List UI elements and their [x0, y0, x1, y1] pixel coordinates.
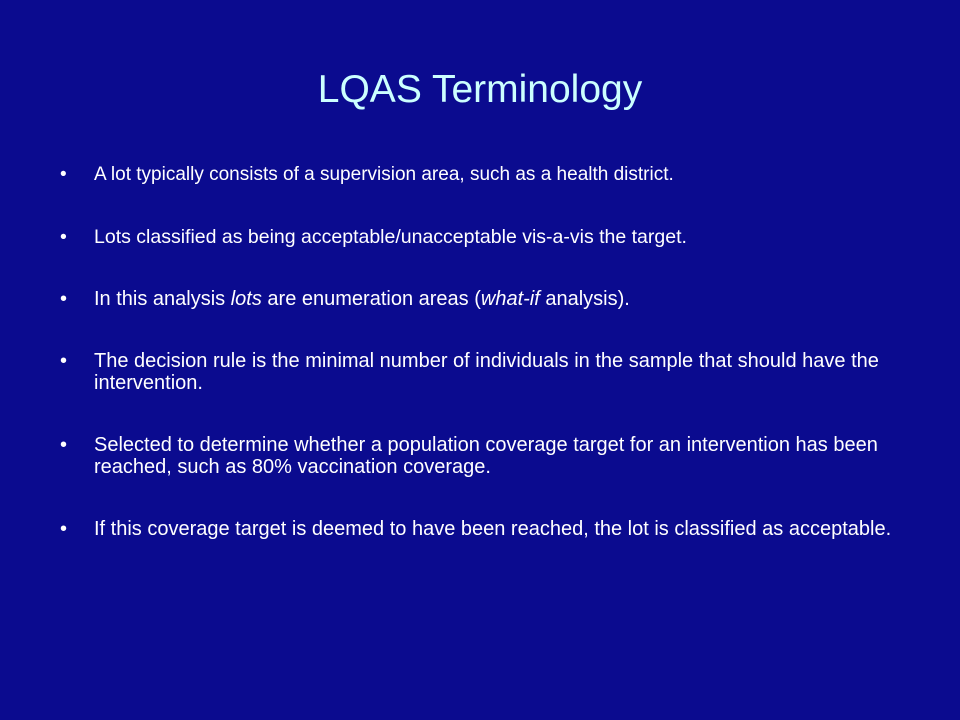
- bullet-item: [60, 288, 920, 310]
- bullet-list: [60, 164, 920, 540]
- bullet-dot-icon: •: [60, 518, 68, 540]
- bullet-text: If this coverage target is deemed to have been reached, the lot is classified as acceptable.: [94, 518, 892, 540]
- bullet-text-emphasis: what-if: [480, 288, 540, 310]
- slide-title: LQAS Terminology: [317, 68, 643, 111]
- bullet-item: [60, 518, 920, 540]
- bullet-text: The decision rule is the minimal number of individuals in the sample that should have the intervention.: [94, 350, 879, 394]
- bullet-item: [60, 226, 920, 248]
- bullet-text: Lots classified as being acceptable/unacceptable vis-a-vis the target.: [94, 226, 687, 248]
- bullet-dot-icon: •: [60, 434, 68, 456]
- bullet-text: [94, 288, 630, 310]
- bullet-text: Selected to determine whether a population coverage target for an intervention has been reached, such as 80% vaccination coverage.: [94, 434, 878, 478]
- bullet-dot-icon: •: [60, 164, 67, 185]
- bullet-dot-icon: •: [60, 226, 67, 248]
- bullet-item: [60, 164, 920, 186]
- bullet-dot-icon: •: [60, 288, 68, 310]
- bullet-text: A lot typically consists of a supervision area, such as a health district.: [94, 164, 674, 185]
- bullet-text-part: analysis).: [539, 288, 630, 310]
- bullet-item: [60, 350, 920, 394]
- bullet-text-emphasis: lots: [230, 288, 262, 310]
- bullet-text-part: In this analysis: [94, 288, 231, 310]
- bullet-item: [60, 434, 920, 478]
- bullet-text-part: are enumeration areas (: [261, 288, 481, 310]
- bullet-dot-icon: •: [60, 350, 68, 372]
